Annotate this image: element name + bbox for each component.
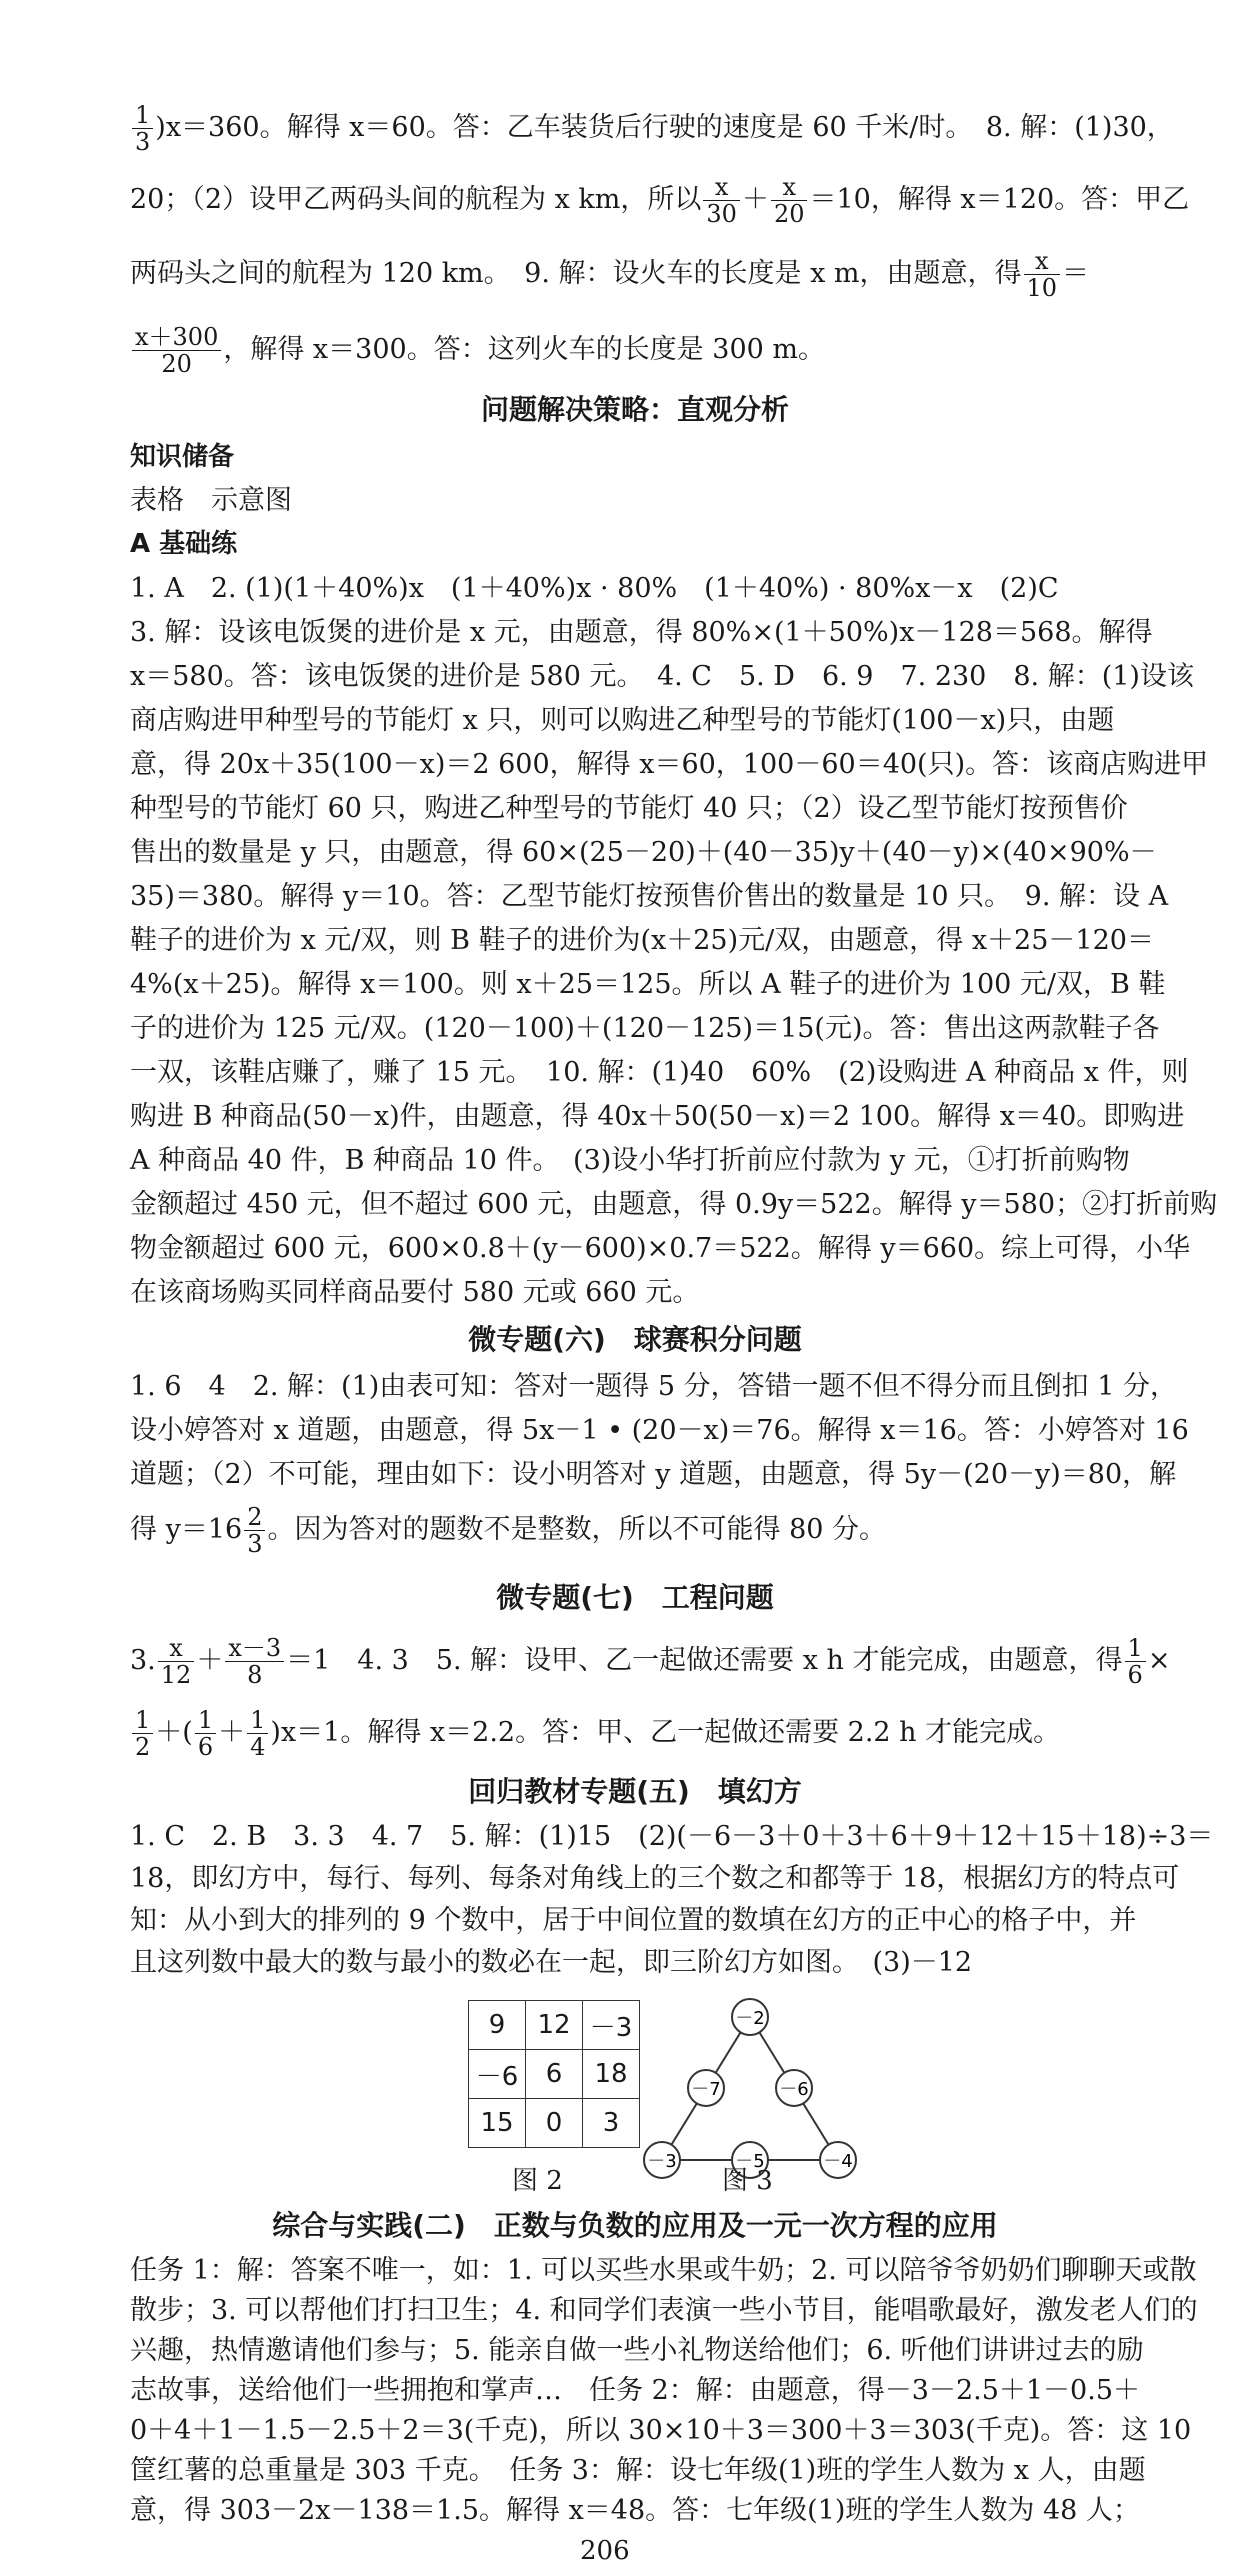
fraction: $\frac{x}{10}$ — [1024, 248, 1061, 301]
text-line: $\frac{1}{2}$ ＋( $\frac{1}{6}$ ＋ $\frac{1}{4}$ )x＝1。解得 x＝2.2。答：甲、乙一起做还需要 2.2 h 才能完成。 — [130, 1702, 1140, 1764]
text-line: 鞋子的进价为 x 元/双，则 B 鞋子的进价为(x＋25)元/双，由题意，得 x＋25－120＝ — [130, 925, 1154, 956]
text-line: $\frac{1}{3}$ )x＝360。解得 x＝60。答：乙车装货后行驶的速度是 60 千米/时。 8. 解：(1)30， — [130, 98, 1140, 158]
node-label: －7 — [691, 2079, 721, 2100]
magic-cell: 3 — [583, 2099, 640, 2148]
fraction: $\frac{x-3}{8}$ — [225, 1635, 284, 1688]
sub-heading: A 基础练 — [130, 529, 238, 559]
figure-caption: 图 3 — [722, 2166, 773, 2196]
fraction: $\frac{1}{4}$ — [247, 1707, 268, 1760]
section-heading: 问题解决策略：直观分析 — [480, 393, 789, 426]
text-line: 金额超过 450 元，但不超过 600 元，由题意，得 0.9y＝522。解得 y＝580；②打折前购 — [130, 1189, 1218, 1220]
magic-cell: 12 — [526, 2001, 583, 2050]
magic-cell: 15 — [469, 2099, 526, 2148]
text-line: 售出的数量是 y 只，由题意，得 60×(25－20)＋(40－35)y＋(40－y)×(40×90%－ — [130, 837, 1157, 868]
fraction: $\frac{x}{20}$ — [771, 174, 808, 227]
text-line: 两码头之间的航程为 120 km。 9. 解：设火车的长度是 x m，由题意，得 $\frac{x}{10}$ ＝ — [130, 247, 1090, 302]
text-line: 子的进价为 125 元/双。(120－100)＋(120－125)＝15(元)。答：售出这两款鞋子各 — [130, 1013, 1160, 1044]
magic-cell: 18 — [583, 2050, 640, 2099]
text-line: 3. 解：设该电饭煲的进价是 x 元，由题意，得 80%×(1＋50%)x－128＝568。解得 — [130, 617, 1153, 648]
magic-square — [468, 2000, 640, 2148]
text-line: 物金额超过 600 元，600×0.8＋(y－600)×0.7＝522。解得 y＝660。综上可得，小华 — [130, 1233, 1191, 1264]
fraction: $\frac{x}{30}$ — [703, 174, 740, 227]
text-line: 兴趣，热情邀请他们参与；5. 能亲自做一些小礼物送给他们；6. 听他们讲讲过去的励 — [130, 2335, 1144, 2366]
fraction: $\frac{x}{12}$ — [158, 1635, 195, 1688]
text-line: 得 y＝16 $\frac{2}{3}$ 。因为答对的题数不是整数，所以不可能得 80 分。 — [130, 1503, 887, 1558]
fraction: $\frac{1}{3}$ — [132, 102, 153, 155]
page-number: 206 — [580, 2536, 630, 2566]
section-heading: 综合与实践(二) 正数与负数的应用及一元一次方程的应用 — [272, 2209, 998, 2242]
text-line: $\frac{x+300}{20}$ ，解得 x＝300。答：这列火车的长度是 300 m。 — [130, 318, 1140, 382]
text-line: 1. 6 4 2. 解：(1)由表可知：答对一题得 5 分，答错一题不但不得分而且倒扣 1 分， — [130, 1371, 1177, 1402]
magic-cell: 6 — [526, 2050, 583, 2099]
magic-cell: －6 — [469, 2050, 526, 2099]
text-line: 设小婷答对 x 道题，由题意，得 5x－1 • (20－x)＝76。解得 x＝16。答：小婷答对 16 — [130, 1415, 1189, 1446]
fraction: $\frac{1}{6}$ — [195, 1707, 216, 1760]
magic-cell: 0 — [526, 2099, 583, 2148]
text-line: 18，即幻方中，每行、每列、每条对角线上的三个数之和都等于 18，根据幻方的特点可 — [130, 1863, 1180, 1894]
text-line: A 种商品 40 件，B 种商品 10 件。 (3)设小华打折前应付款为 y 元，①打折前购物 — [130, 1145, 1130, 1176]
text-line: 3. $\frac{x}{12}$ ＋ $\frac{x-3}{8}$ ＝1 4. 3 5. 解：设甲、乙一起做还需要 x h 才能完成，由题意，得 $\frac{1}{6}$ × — [130, 1634, 1171, 1689]
figure-caption: 图 2 — [512, 2166, 563, 2196]
magic-cell: －3 — [583, 2001, 640, 2050]
text-line: 知：从小到大的排列的 9 个数中，居于中间位置的数填在幻方的正中心的格子中，并 — [130, 1905, 1137, 1936]
text-line: x＝580。答：该电饭煲的进价是 580 元。 4. C 5. D 6. 9 7. 230 8. 解：(1)设该 — [130, 661, 1194, 692]
node-label: －4 — [823, 2151, 853, 2172]
text-line: 筐红薯的总重量是 303 千克。 任务 3：解：设七年级(1)班的学生人数为 x 人，由题 — [130, 2455, 1146, 2486]
text-line: 志故事，送给他们一些拥抱和掌声… 任务 2：解：由题意，得－3－2.5＋1－0.5＋ — [130, 2375, 1140, 2406]
text-line: 一双，该鞋店赚了，赚了 15 元。 10. 解：(1)40 60% (2)设购进 A 种商品 x 件，则 — [130, 1057, 1189, 1088]
node-label: －2 — [735, 2008, 765, 2029]
text-line: 道题；（2）不可能，理由如下：设小明答对 y 道题，由题意，得 5y－(20－y)＝80，解 — [130, 1459, 1177, 1490]
fraction: $\frac{2}{3}$ — [244, 1504, 265, 1557]
text-line: 散步；3. 可以帮他们打扫卫生；4. 和同学们表演一些小节目，能唱歌最好，激发老人们的 — [130, 2295, 1198, 2326]
node-label: －6 — [779, 2079, 809, 2100]
text-line: 1. A 2. (1)(1＋40%)x (1＋40%)x · 80% (1＋40%) · 80%x－x (2)C — [130, 573, 1059, 604]
text-line: 购进 B 种商品(50－x)件，由题意，得 40x＋50(50－x)＝2 100。解得 x＝40。即购进 — [130, 1101, 1185, 1132]
text-line: 意，得 303－2x－138＝1.5。解得 x＝48。答：七年级(1)班的学生人数为 48 人； — [130, 2495, 1140, 2526]
section-heading: 微专题(七) 工程问题 — [496, 1581, 774, 1614]
text-line: 0＋4＋1－1.5－2.5＋2＝3(千克)，所以 30×10＋3＝300＋3＝303(千克)。答：这 10 — [130, 2415, 1192, 2446]
text-line: 1. C 2. B 3. 3 4. 7 5. 解：(1)15 (2)(－6－3＋0＋3＋6＋9＋12＋15＋18)÷3＝ — [130, 1821, 1214, 1852]
node-label: －5 — [735, 2151, 765, 2172]
text-line: 商店购进甲种型号的节能灯 x 只，则可以购进乙种型号的节能灯(100－x)只，由题 — [130, 705, 1115, 736]
text-line: 表格 示意图 — [130, 485, 292, 516]
fraction: $\frac{1}{6}$ — [1125, 1635, 1146, 1688]
text-line: 且这列数中最大的数与最小的数必在一起，即三阶幻方如图。 (3)－12 — [130, 1947, 973, 1978]
text-line: 20；（2）设甲乙两码头间的航程为 x km，所以 $\frac{x}{30}$ ＋ $\frac{x}{20}$ ＝10，解得 x＝120。答：甲乙 — [130, 173, 1190, 228]
text-line: 35)＝380。解得 y＝10。答：乙型节能灯按预售价售出的数量是 10 只。 9. 解：设 A — [130, 881, 1169, 912]
node-label: －3 — [647, 2151, 677, 2172]
section-heading: 回归教材专题(五) 填幻方 — [468, 1775, 802, 1808]
text-line: 种型号的节能灯 60 只，购进乙种型号的节能灯 40 只；（2）设乙型节能灯按预售价 — [130, 793, 1128, 824]
text-line: 在该商场购买同样商品要付 580 元或 660 元。 — [130, 1277, 700, 1308]
text-line: 意，得 20x＋35(100－x)＝2 600，解得 x＝60，100－60＝40(只)。答：该商店购进甲 — [130, 749, 1209, 780]
text-line: 4%(x＋25)。解得 x＝100。则 x＋25＝125。所以 A 鞋子的进价为 100 元/双，B 鞋 — [130, 969, 1166, 1000]
fraction: $\frac{x+300}{20}$ — [132, 324, 221, 377]
section-heading: 微专题(六) 球赛积分问题 — [468, 1323, 802, 1356]
magic-cell: 9 — [469, 2001, 526, 2050]
sub-heading: 知识储备 — [130, 442, 235, 472]
fraction: $\frac{1}{2}$ — [132, 1707, 153, 1760]
text-line: 任务 1：解：答案不唯一，如：1. 可以买些水果或牛奶；2. 可以陪爷爷奶奶们聊聊天或散 — [130, 2255, 1197, 2286]
